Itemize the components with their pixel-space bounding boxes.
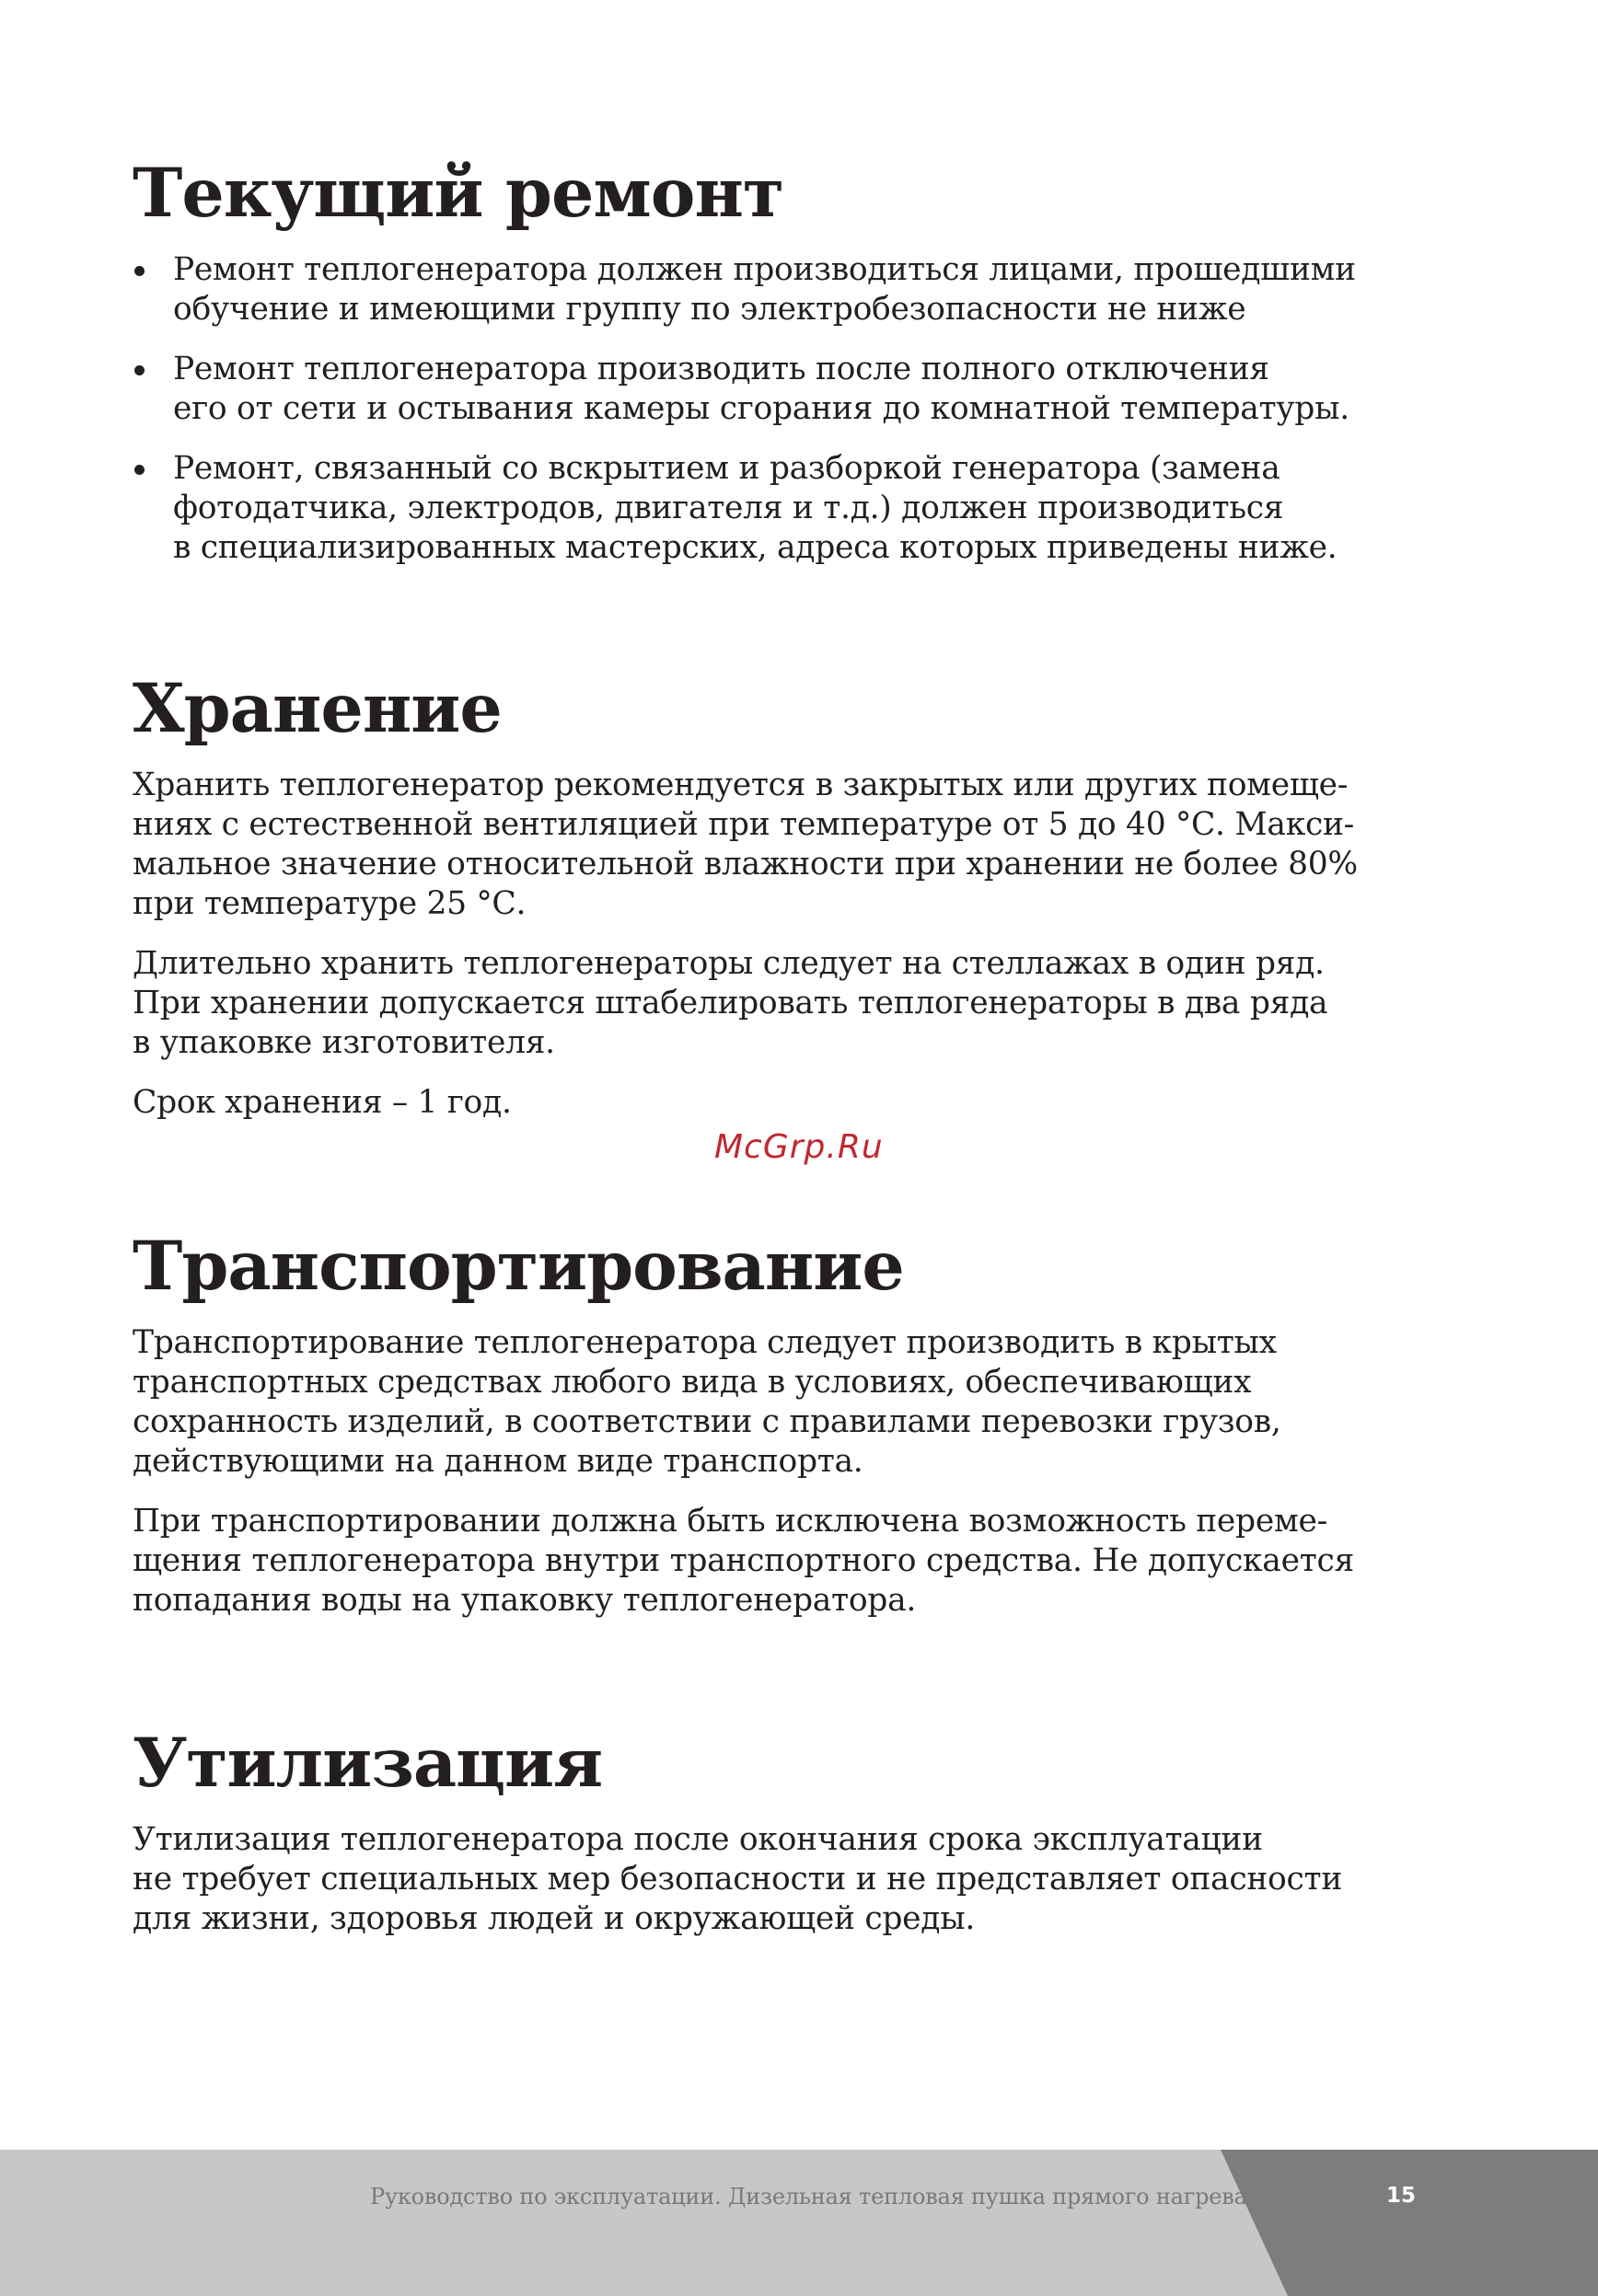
list-item <box>133 449 1421 568</box>
section-title-transport: Транспортирование <box>133 1227 904 1306</box>
disposal-paragraph <box>133 1820 1421 1939</box>
text-line: Ремонт теплогенератора должен производиться лицами, прошедшими <box>173 251 1356 289</box>
transport-paragraph <box>133 1502 1421 1621</box>
storage-paragraph <box>133 944 1421 1063</box>
text-line: сохранность изделий, в соответствии с правилами перевозки грузов, <box>133 1403 1281 1441</box>
text-line: ниях с естественной вентиляцией при температуре от 5 до 40 °С. Макси- <box>133 806 1355 844</box>
footer-document-title: Руководство по эксплуатации. Дизельная тепловая пушка прямого нагрева <box>370 2184 1247 2209</box>
text-line: Транспортирование теплогенератора следует производить в крытых <box>133 1324 1277 1362</box>
page-number: 15 <box>1386 2184 1417 2208</box>
text-line: фотодатчика, электродов, двигателя и т.д.) должен производиться <box>173 490 1284 527</box>
text-line: для жизни, здоровья людей и окружающей среды. <box>133 1900 976 1938</box>
section-title-repair: Текущий ремонт <box>133 154 784 233</box>
text-line: мальное значение относительной влажности при хранении не более 80% <box>133 846 1358 883</box>
text-line: не требует специальных мер безопасности и не представляет опасности <box>133 1861 1343 1898</box>
text-line: в упаковке изготовителя. <box>133 1024 555 1062</box>
page-footer <box>0 2150 1598 2296</box>
section-repair <box>133 156 1421 588</box>
storage-paragraph <box>133 766 1421 924</box>
text-line: Ремонт, связанный со вскрытием и разборкой генератора (замена <box>173 450 1280 488</box>
text-line: обучение и имеющими группу по электробезопасности не ниже <box>173 291 1246 329</box>
text-line: в специализированных мастерских, адреса которых приведены ниже. <box>173 529 1337 567</box>
list-item <box>133 250 1421 329</box>
text-line: попадания воды на упаковку теплогенератора. <box>133 1582 917 1620</box>
bullet-dot-icon <box>134 465 145 475</box>
transport-paragraph <box>133 1323 1421 1482</box>
bullet-dot-icon <box>134 266 145 276</box>
section-transport <box>133 1229 1421 1621</box>
text-line: При хранении допускается штабелировать теплогенераторы в два ряда <box>133 985 1328 1022</box>
repair-bullet-list <box>133 250 1421 568</box>
watermark-text: McGrp.Ru <box>714 1128 884 1166</box>
text-line: транспортных средствах любого вида в условиях, обеспечивающих <box>133 1364 1252 1402</box>
bullet-dot-icon <box>134 365 145 375</box>
storage-paragraph <box>133 1083 1421 1123</box>
text-line: щения теплогенератора внутри транспортного средства. Не допускается <box>133 1542 1354 1580</box>
footer-dark-band <box>0 2150 1598 2296</box>
section-storage <box>133 669 1421 1123</box>
list-item <box>133 350 1421 429</box>
section-title-storage: Хранение <box>133 669 502 748</box>
section-disposal <box>133 1726 1421 1939</box>
text-line: его от сети и остывания камеры сгорания до комнатной температуры. <box>173 390 1349 428</box>
section-title-disposal: Утилизация <box>133 1724 603 1803</box>
text-line: Ремонт теплогенератора производить после полного отключения <box>173 351 1269 388</box>
text-line: При транспортировании должна быть исключена возможность переме- <box>133 1503 1327 1540</box>
text-line: при температуре 25 °С. <box>133 885 527 923</box>
text-line: Срок хранения – 1 год. <box>133 1084 512 1122</box>
text-line: действующими на данном виде транспорта. <box>133 1443 863 1481</box>
text-line: Длительно хранить теплогенераторы следует на стеллажах в один ряд. <box>133 945 1325 983</box>
text-line: Утилизация теплогенератора после окончания срока эксплуатации <box>133 1821 1263 1859</box>
text-line: Хранить теплогенератор рекомендуется в закрытых или других помеще- <box>133 767 1349 804</box>
